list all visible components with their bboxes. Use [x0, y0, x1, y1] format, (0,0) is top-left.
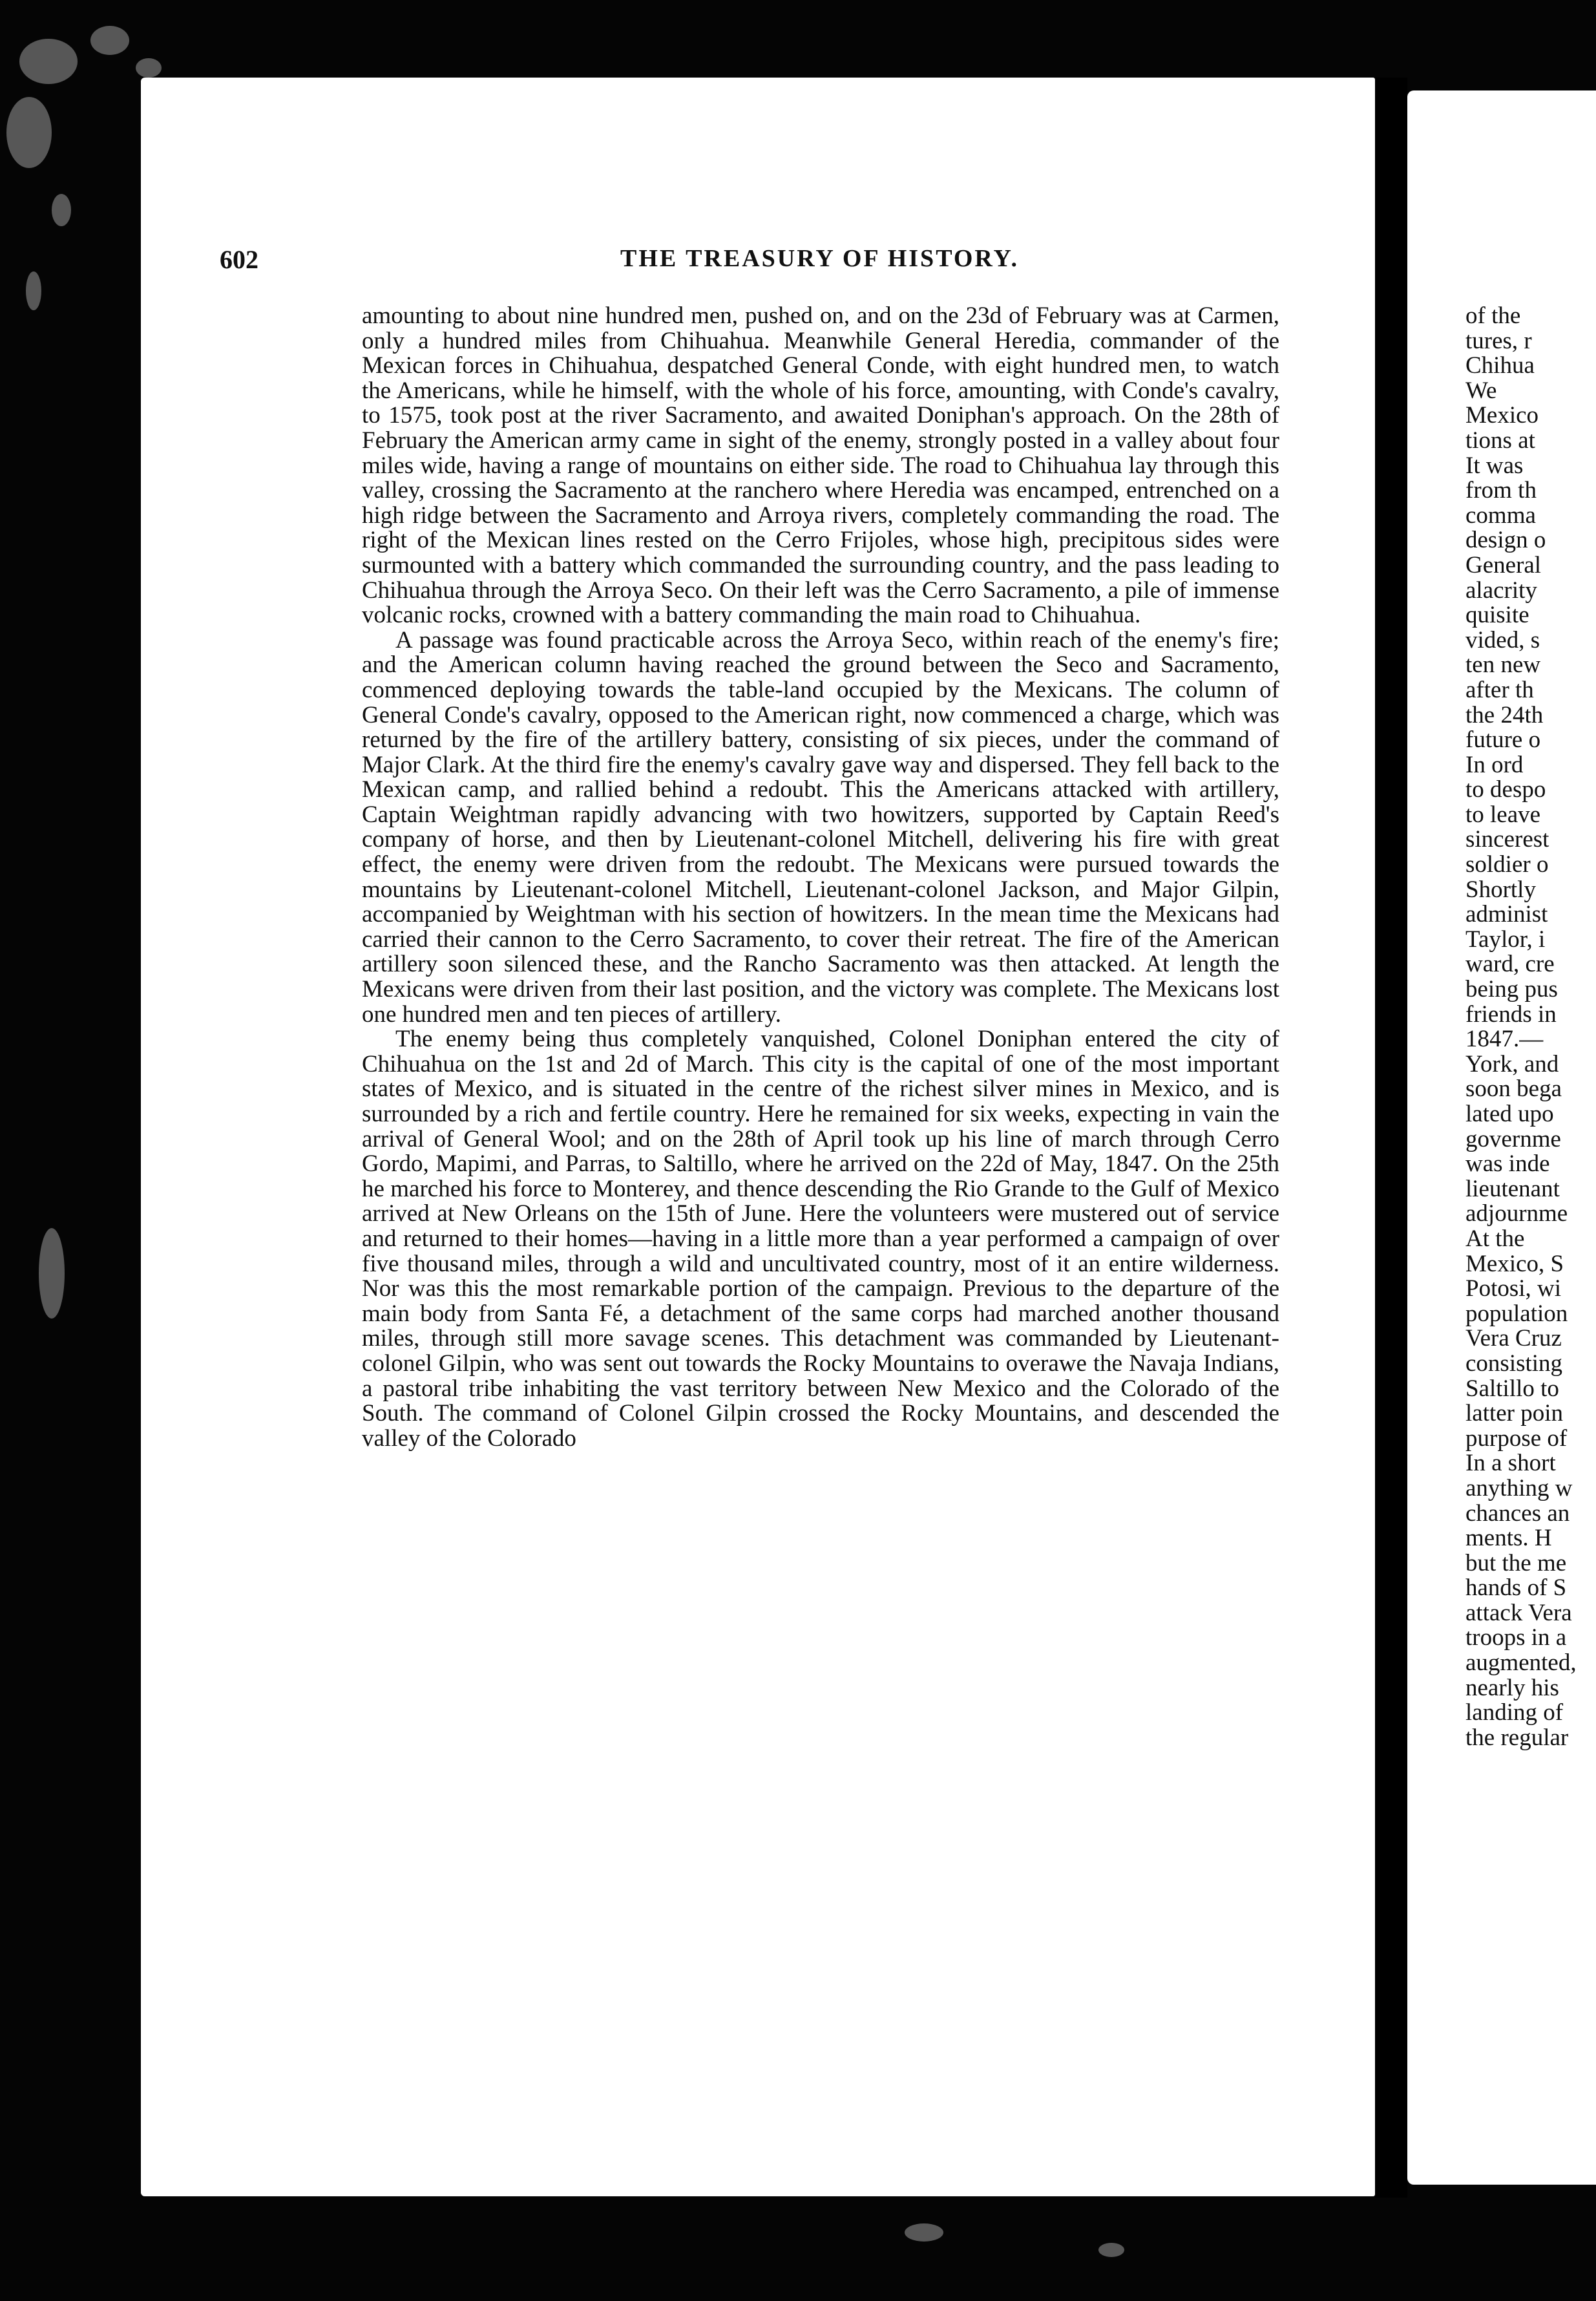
right-page-line: adjournme — [1465, 1200, 1568, 1227]
page-header — [220, 244, 1286, 283]
right-page-line: quisite — [1465, 602, 1529, 629]
right-page-line: from th — [1465, 477, 1537, 504]
right-page-line: the 24th — [1465, 701, 1544, 728]
right-page-line: Shortly — [1465, 876, 1536, 903]
right-page-line: after th — [1465, 676, 1534, 703]
right-page-line: Taylor, i — [1465, 926, 1546, 953]
right-page-line: vided, s — [1465, 626, 1540, 653]
right-page-line: anything w — [1465, 1474, 1573, 1501]
right-page-line: the regular — [1465, 1724, 1569, 1751]
right-page-line: Mexico, S — [1465, 1250, 1564, 1277]
paragraph-3: The enemy being thus completely vanquished, Colonel Doniphan entered the city of Chihuahua on the 1st and 2d of March. This city is the capital of one of the most important states of Mexico, and is situated in the centre of the richest silver mines in Mexico, and is surrounded by a rich and fertile country. Here he remained for six weeks, expecting in vain the arrival of General Wool; and on the 28th of April took up his line of march through Cerro Gordo, Mapimi, and Parras, to Saltillo, where he arrived on the 22d of May, 1847. On the 25th he marched his force to Monterey, and thence descending the Rio Grande to the Gulf of Mexico arrived at New Orleans on the 15th of June. Here the volunteers were mustered out of service and returned to their homes—having in a little more than a year performed a campaign of over five thousand miles, through a wild and uncultivated country, most of it an entire wilderness. Nor was this the most remarkable portion of the campaign. Previous to the departure of the main body from Santa Fé, a detachment of the same corps had marched another thousand miles, through still more savage scenes. This detachment was commanded by Lieutenant-colonel Gilpin, who was sent out towards the Rocky Mountains to overawe the Navaja Indians, a pastoral tribe inhabiting the vast territory between New Mexico and the Colorado of the South. The command of Colonel Gilpin crossed the Rocky Mountains, and descended the valley of the Colorado — [362, 1026, 1279, 1452]
book-gutter — [1375, 78, 1407, 2198]
right-page-line: tions at — [1465, 427, 1535, 454]
right-page-line: We — [1465, 377, 1497, 404]
right-page-line: soldier o — [1465, 851, 1549, 878]
right-page-line: landing of — [1465, 1699, 1564, 1726]
right-page-line: latter poin — [1465, 1400, 1564, 1427]
right-page-line: York, and — [1465, 1050, 1559, 1077]
right-page-line: alacrity — [1465, 577, 1537, 604]
right-page-line: purpose of — [1465, 1425, 1568, 1452]
right-page-line: General — [1465, 551, 1542, 578]
right-page-line: ward, cre — [1465, 951, 1555, 978]
right-page-line: being pus — [1465, 976, 1558, 1003]
right-page-line: At the — [1465, 1225, 1525, 1252]
right-page-text — [1465, 304, 1596, 1750]
right-page-line: design o — [1465, 527, 1546, 554]
right-page-line: In ord — [1465, 751, 1524, 778]
right-page-line: administ — [1465, 901, 1548, 928]
right-page-line: Vera Cruz — [1465, 1325, 1562, 1352]
right-page-line: Potosi, wi — [1465, 1275, 1562, 1302]
right-page-line: of the — [1465, 302, 1521, 329]
right-page-line: hands of S — [1465, 1575, 1567, 1602]
right-page-line: Chihua — [1465, 352, 1535, 379]
right-page-line: but the me — [1465, 1549, 1567, 1576]
right-page-line: comma — [1465, 502, 1536, 529]
right-page-line: It was — [1465, 452, 1524, 479]
right-page-line: future o — [1465, 726, 1541, 754]
right-page-line: augmented, — [1465, 1649, 1577, 1677]
right-page-line: tures, r — [1465, 327, 1532, 354]
right-page-line: nearly his — [1465, 1674, 1559, 1701]
right-page-line: Saltillo to — [1465, 1375, 1559, 1402]
right-page-line: ments. H — [1465, 1525, 1552, 1552]
paragraph-2: A passage was found practicable across the Arroya Seco, within reach of the enemy's fire; and the American column having reached the ground between the Seco and Sacramento, commenced deploying towards the table-land occupied by the Mexicans. The column of General Conde's cavalry, opposed to the American right, now commenced a charge, which was returned by the fire of the artillery battery, consisting of six pieces, under the command of Major Clark. At the third fire the enemy's cavalry gave way and dispersed. They fell back to the Mexican camp, and rallied behind a redoubt. This the Americans attacked with artillery, Captain Weightman rapidly advancing with two howitzers, supported by Captain Reed's company of horse, and then by Lieutenant-colonel Mitchell, delivering his fire with great effect, the enemy were driven from the redoubt. The Mexicans were pursued towards the mountains by Lieutenant-colonel Mitchell, Lieutenant-colonel Jackson, and Major Gilpin, accompanied by Weightman with his section of howitzers. In the mean time the Mexicans had carried their cannon to the Cerro Sacramento, to cover their retreat. The fire of the American artillery soon silenced these, and the Rancho Sacramento was then attacked. At length the Mexicans were driven from their last position, and the victory was complete. The Mexicans lost one hundred men and ten pieces of artillery. — [362, 626, 1279, 1028]
right-page-line: to leave — [1465, 801, 1541, 828]
right-page-line: 1847.— — [1465, 1026, 1544, 1053]
right-page-line: ten new — [1465, 652, 1541, 679]
right-page-line: sincerest — [1465, 826, 1549, 853]
running-title: THE TREASURY OF HISTORY. — [620, 245, 1019, 272]
right-page-line: governme — [1465, 1125, 1561, 1152]
body-text — [362, 304, 1279, 1451]
right-page-line: In a short — [1465, 1450, 1556, 1477]
right-page-line: chances an — [1465, 1500, 1570, 1527]
right-page-line: was inde — [1465, 1150, 1550, 1178]
right-page-line: soon bega — [1465, 1076, 1562, 1103]
paragraph-1: amounting to about nine hundred men, pushed on, and on the 23d of February was at Carmen, only a hundred miles from Chihuahua. Meanwhile General Heredia, commander of the Mexican forces in Chihuahua, despatched General Conde, with eight hundred men, to watch the Americans, while he himself, with the whole of his force, amounting, with Conde's cavalry, to 1575, took post at the river Sacramento, and awaited Doniphan's approach. On the 28th of February the American army came in sight of the enemy, strongly posted in a valley about four miles wide, having a range of mountains on either side. The road to Chihuahua lay through this valley, crossing the Sacramento at the ranchero where Heredia was encamped, entrenched on a high ridge between the Sacramento and Arroya rivers, completely commanding the road. The right of the Mexican lines rested on the Cerro Frijoles, whose high, precipitous sides were surmounted with a battery which commanded the surrounding country, and the pass leading to Chihuahua through the Arroya Seco. On their left was the Cerro Sacramento, a pile of immense volcanic rocks, crowned with a battery commanding the main road to Chihuahua. — [362, 302, 1279, 629]
right-page-line: friends in — [1465, 1001, 1557, 1028]
right-page-line: Mexico — [1465, 402, 1539, 429]
right-page-line: to despo — [1465, 776, 1546, 803]
page-number: 602 — [220, 245, 258, 274]
right-page-line: lieutenant — [1465, 1175, 1560, 1202]
right-page-line: population — [1465, 1300, 1568, 1327]
right-page-line: troops in a — [1465, 1624, 1567, 1651]
right-page-line: consisting — [1465, 1350, 1563, 1377]
right-page-line: lated upo — [1465, 1101, 1554, 1127]
right-page-line: attack Vera — [1465, 1599, 1572, 1626]
